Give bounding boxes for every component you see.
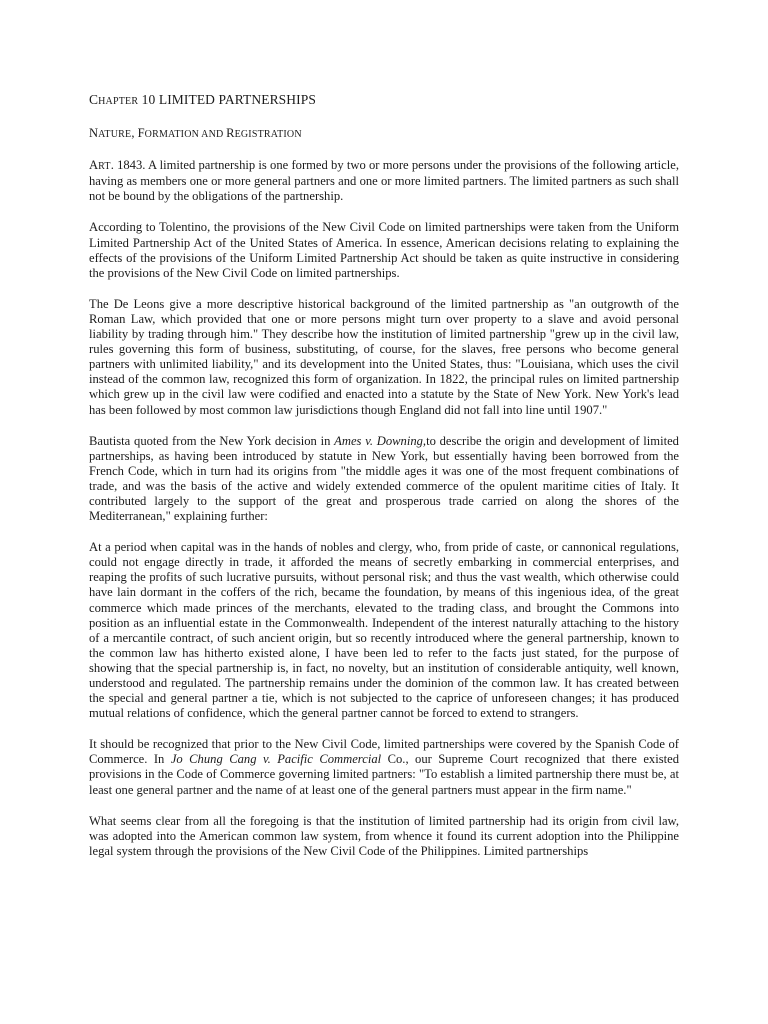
paragraph-text: Bautista quoted from the New York decision in xyxy=(89,433,335,448)
article-label-rest: RT xyxy=(98,161,111,173)
article-label-initial: A xyxy=(89,158,99,173)
chapter-title-text: 10 LIMITED PARTNERSHIPS xyxy=(138,92,316,107)
paragraph-text: It should be recognized that prior to the New Civil Code, limited partnerships were covered by the Spanish Code of Commerce. In xyxy=(89,737,679,767)
section-word-rest: ATURE xyxy=(98,129,132,141)
article-paragraph xyxy=(89,158,679,204)
section-word-initial: , F xyxy=(131,126,145,141)
section-word-initial: N xyxy=(89,126,99,141)
case-citation: Jo Chung Cang v. Pacific Commercial xyxy=(170,752,382,767)
section-word-initial: R xyxy=(226,126,235,141)
paragraph-text: Co., our Supreme Court recognized that there existed provisions in the Code of Commerce governing limited partners: "To establish a limited partnership there must be, at least one general partner and the name of at least one of the general partners must appear in the firm name." xyxy=(89,752,680,797)
paragraph-tolentino: According to Tolentino, the provisions of the New Civil Code on limited partnerships were taken from the Uniform Limited Partnership Act of the United States of America. In essence, American decisions relating to explaining the effects of the provisions of the Uniform Limited Partnership Act should be taken as quite instructive in considering the provisions of the New Civil Code on limited partnerships. xyxy=(89,220,679,280)
document-body xyxy=(89,92,679,874)
paragraph-conclusion: What seems clear from all the foregoing is that the institution of limited partnership had its origin from civil law, was adopted into the American common law system, from whence it found its current adoption into the Philippine legal system through the provisions of the New Civil Code of the Philippines. Limited partnerships xyxy=(89,813,679,858)
chapter-label-rest: HAPTER xyxy=(98,96,139,107)
paragraph-text: to describe the origin and development of limited partnerships, as having been introduced by statute in New York, but essentially having been borrowed from the French Code, which in turn had its origins from "the middle ages it was one of the most frequent combinations of trade, and was the basis of the active and widely extended commerce of the opulent maritime cities of Italy. It contributed largely to the support of the great and prosperous trade carried on along the shores of the Mediterranean," explaining further: xyxy=(89,433,679,524)
chapter-label-initial: C xyxy=(89,92,99,107)
section-word-rest: ORMATION AND xyxy=(144,129,227,141)
block-quote: At a period when capital was in the hands of nobles and clergy, who, from pride of caste, or cannonical regulations, could not engage directly in trade, it afforded the means of secretly embarking in commercial enterprises, and reaping the profits of such lucrative pursuits, without personal risk; and thus the vast wealth, which otherwise could have lain dormant in the coffers of the rich, became the foundation, by means of this ingenious idea, of the great commerce which made princes of the merchants, elevated to the trading class, and brought the Commons into position as an influential estate in the Commonwealth. Independent of the interest naturally attaching to the history of a mercantile contract, of such ancient origin, but so recently introduced where the general partnership, known to the common law has hitherto existed alone, I have been led to refer to the facts just stated, for the purpose of showing that the special partnership is, in fact, no novelty, but an institution of considerable antiquity, well known, understood and regulated. The partnership remains under the dominion of the common law. It has created between the special and general partner a tie, which is not subjected to the caprice of unforeseen changes; it has produced mutual relations of confidence, which the general partner cannot be forced to extend to strangers. xyxy=(89,540,679,721)
paragraph-bautista xyxy=(89,434,679,525)
paragraph-de-leons: The De Leons give a more descriptive historical background of the limited partnership as "an outgrowth of the Roman Law, which provided that one or more persons might turn over property to a slave and avoid personal liability by trading through him." They describe how the institution of limited partnership "grew up in the civil law, rules governing this form of business, substituting, of course, for the slaves, free persons who become general partners with unlimited liability," and its development into the United States, thus: "Louisiana, which uses the civil instead of the common law, recognized this form of organization. In 1822, the principal rules on limited partnership which grew up in the civil law were codified and enacted into a statute by the State of New York. New York's lead has been followed by most common law jurisdictions though England did not fall into line until 1907." xyxy=(89,296,679,417)
chapter-title xyxy=(89,92,679,109)
case-citation: Ames v. Downing, xyxy=(334,433,427,448)
article-text: . 1843. A limited partnership is one formed by two or more persons under the provisions of the following article, having as members one or more general partners and one or more limited partners. The limited partners as such shall not be bound by the obligations of the partnership. xyxy=(89,158,679,204)
paragraph-spanish-code xyxy=(89,737,679,797)
section-title xyxy=(89,126,679,142)
section-word-rest: EGISTRATION xyxy=(234,129,302,141)
